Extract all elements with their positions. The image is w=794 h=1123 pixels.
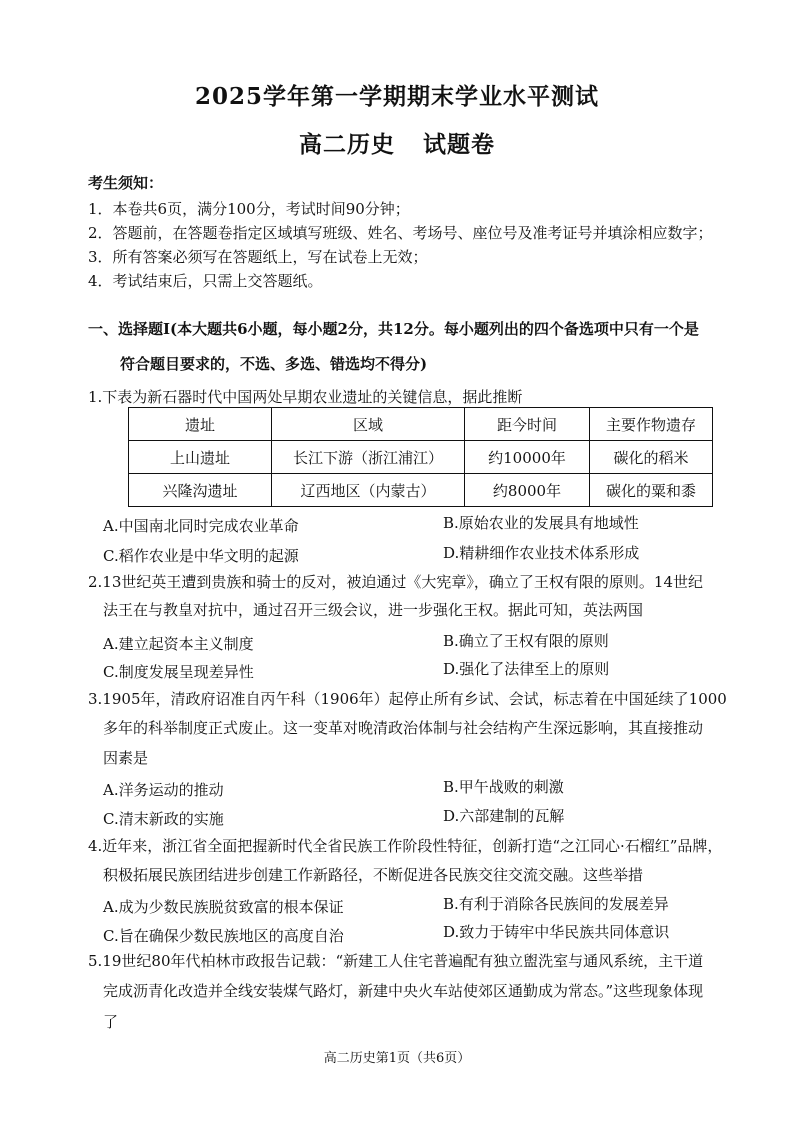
- q2-option-b: B.确立了王权有限的原则: [443, 632, 609, 650]
- table-header-cell: 距今时间: [465, 408, 590, 441]
- table-row: [129, 474, 713, 507]
- q1-option-b: B.原始农业的发展具有地域性: [443, 514, 639, 532]
- table-header-cell: 主要作物遗存: [590, 408, 713, 441]
- q4-option-c: C.旨在确保少数民族地区的高度自治: [103, 927, 344, 945]
- paper-type-label: 试题卷: [423, 131, 495, 158]
- exam-title: 2025学年第一学期期末学业水平测试: [194, 83, 599, 110]
- question-4-stem-cont: 积极拓展民族团结进步创建工作新路径，不断促进各民族交往交流交融。这些举措: [103, 866, 644, 884]
- table-header-cell: 区域: [272, 408, 465, 441]
- q4-option-d: D.致力于铸牢中华民族共同体意识: [443, 923, 670, 941]
- table-cell: 碳化的粟和黍: [590, 474, 713, 507]
- q3-option-b: B.甲午战败的刺激: [443, 778, 564, 796]
- table-cell: 长江下游（浙江浦江）: [272, 441, 465, 474]
- q1-option-a: A.中国南北同时完成农业革命: [103, 517, 299, 535]
- section-heading-cont: 符合题目要求的，不选、多选、错选均不得分): [120, 355, 428, 373]
- q2-option-c: C.制度发展呈现差异性: [103, 663, 254, 681]
- notice-item: 1．本卷共6页，满分100分，考试时间90分钟；: [88, 200, 410, 218]
- question-4-stem: 4.近年来，浙江省全面把握新时代全省民族工作阶段性特征，创新打造“之江同心·石榴红”品牌，: [88, 837, 723, 855]
- question-5-stem-cont: 了: [103, 1013, 119, 1031]
- table-cell: 上山遗址: [129, 441, 272, 474]
- q3-option-a: A.洋务运动的推动: [103, 781, 224, 799]
- question-2-stem-cont: 法王在与教皇对抗中，通过召开三级会议，进一步强化王权。据此可知，英法两国: [103, 601, 644, 619]
- q2-option-a: A.建立起资本主义制度: [103, 635, 254, 653]
- question-5-stem: 5.19世纪80年代柏林市政报告记载：“新建工人住宅普遍配有独立盥洗室与通风系统，主干道: [88, 952, 704, 970]
- q4-option-b: B.有利于消除各民族间的发展差异: [443, 895, 669, 913]
- notice-item: 2．答题前，在答题卷指定区域填写班级、姓名、考场号、座位号及准考证号并填涂相应数字；: [88, 224, 713, 242]
- q4-option-a: A.成为少数民族脱贫致富的根本保证: [103, 898, 344, 916]
- question-1-stem: 1.下表为新石器时代中国两处早期农业遗址的关键信息，据此推断: [88, 388, 523, 406]
- exam-subtitle: [0, 126, 794, 159]
- table-row: [129, 441, 713, 474]
- q3-option-c: C.清末新政的实施: [103, 810, 224, 828]
- question-3-stem-cont: 因素是: [103, 749, 149, 767]
- page-footer: 高二历史第1页（共6页）: [323, 1051, 471, 1066]
- q2-option-d: D.强化了法律至上的原则: [443, 660, 610, 678]
- table-cell: 碳化的稻米: [590, 441, 713, 474]
- notice-item: 4．考试结束后，只需上交答题纸。: [88, 272, 323, 290]
- question-5-stem-cont: 完成沥青化改造并全线安装煤气路灯，新建中央火车站使郊区通勤成为常态。”这些现象体现: [103, 982, 704, 1000]
- table-cell: 辽西地区（内蒙古）: [272, 474, 465, 507]
- q1-option-c: C.稻作农业是中华文明的起源: [103, 547, 299, 565]
- question-3-stem: 3.1905年，清政府诏准自丙午科（1906年）起停止所有乡试、会试，标志着在中国延续了1000: [88, 690, 727, 708]
- question-3-stem-cont: 多年的科举制度正式废止。这一变革对晚清政治体制与社会结构产生深远影响，其直接推动: [103, 719, 704, 737]
- question-1-table: [128, 407, 713, 507]
- table-cell: 兴隆沟遗址: [129, 474, 272, 507]
- table-header-row: [129, 408, 713, 441]
- q1-option-d: D.精耕细作农业技术体系形成: [443, 544, 640, 562]
- question-2-stem: 2.13世纪英王遭到贵族和骑士的反对，被迫通过《大宪章》，确立了王权有限的原则。14世纪: [88, 573, 703, 591]
- table-header-cell: 遗址: [129, 408, 272, 441]
- section-heading: 一、选择题Ⅰ(本大题共6小题，每小题2分，共12分。每小题列出的四个备选项中只有一个是: [88, 320, 699, 338]
- notice-item: 3．所有答案必须写在答题纸上，写在试卷上无效；: [88, 248, 428, 266]
- table-cell: 约8000年: [465, 474, 590, 507]
- subject-label: 高二历史: [299, 131, 395, 158]
- table-cell: 约10000年: [465, 441, 590, 474]
- q3-option-d: D.六部建制的瓦解: [443, 807, 565, 825]
- notice-heading: 考生须知：: [88, 174, 164, 192]
